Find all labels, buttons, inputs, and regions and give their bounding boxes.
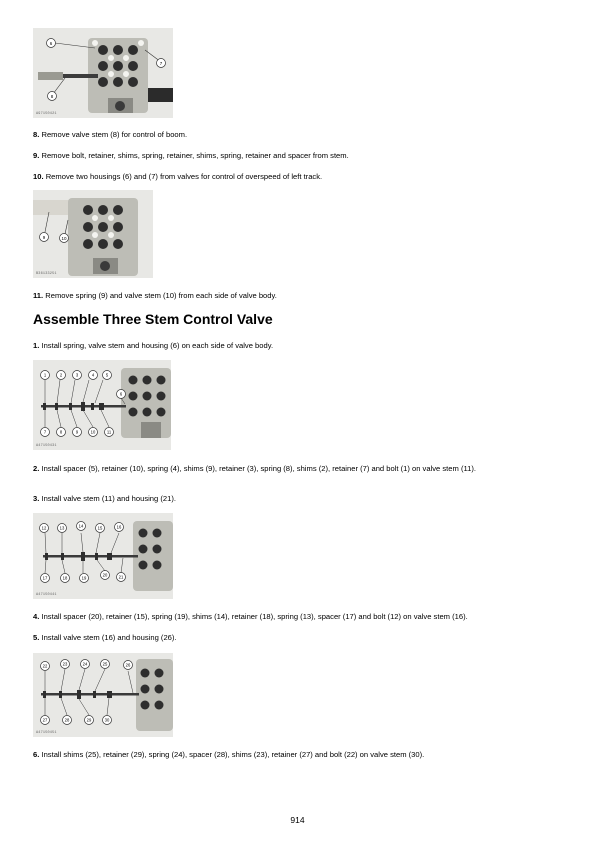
callout-label: 7: [159, 61, 163, 66]
callout-label: 17: [42, 575, 48, 581]
callout-label: 25: [102, 661, 108, 667]
callout-label: 9: [75, 429, 79, 435]
callout-label: 23: [62, 661, 68, 667]
callout-label: 15: [97, 525, 103, 531]
step-9: [33, 151, 561, 161]
step-8: [33, 130, 561, 140]
step-number: 1.: [33, 341, 40, 350]
photo-stem-parts-22-30: [33, 653, 173, 737]
callout-label: 20: [102, 572, 108, 578]
step-number: 6.: [33, 750, 40, 759]
callout-label: 10: [90, 429, 96, 435]
step-text: Install spacer (20), retainer (15), spring (19), shims (14), retainer (18), spring (13), spacer (17) and bolt (12) on valve stem (16).: [41, 612, 468, 621]
callout-label: 6: [119, 391, 123, 397]
step-text: Remove two housings (6) and (7) from valves for control of overspeed of left track.: [45, 172, 323, 181]
photo-stem-parts-12-21: [33, 513, 173, 599]
callout-label: 3: [75, 372, 79, 378]
callout-label: 2: [59, 372, 63, 378]
photo-code: B36133251: [36, 272, 57, 276]
callout-label: 8: [50, 94, 54, 99]
photo-code: A47150451: [36, 731, 57, 735]
step-text: Install spring, valve stem and housing (6) on each side of valve body.: [41, 341, 274, 350]
step-assemble-6: [33, 750, 561, 760]
step-11: [33, 291, 561, 301]
callout-label: 8: [59, 429, 63, 435]
callout-layer: [33, 653, 173, 737]
step-text: Remove valve stem (8) for control of boom.: [41, 130, 188, 139]
step-number: 11.: [33, 291, 44, 300]
callout-label: 27: [42, 717, 48, 723]
step-text: Remove spring (9) and valve stem (10) from each side of valve body.: [45, 291, 277, 300]
callout-layer: [33, 28, 173, 118]
callout-label: 12: [41, 525, 47, 531]
step-assemble-2: [33, 464, 561, 474]
callout-label: 1: [43, 372, 47, 378]
photo-code: A47150441: [36, 593, 57, 597]
callout-label: 26: [125, 662, 131, 668]
step-text: Install shims (25), retainer (29), spring (24), spacer (28), shims (23), retainer (27) and bolt (22) on valve stem (30).: [41, 750, 425, 759]
photo-code: A47150431: [36, 444, 57, 448]
step-10: [33, 172, 561, 182]
callout-layer: [33, 513, 173, 599]
callout-layer: [33, 190, 153, 278]
step-number: 10.: [33, 172, 44, 181]
step-number: 4.: [33, 612, 40, 621]
callout-label: 19: [81, 575, 87, 581]
callout-label: 13: [59, 525, 65, 531]
step-text: Install valve stem (16) and housing (26).: [41, 633, 177, 642]
callout-label: 9: [42, 235, 46, 240]
callout-label: 22: [42, 663, 48, 669]
step-assemble-1: [33, 341, 561, 351]
callout-label: 5: [105, 372, 109, 378]
callout-label: 6: [49, 41, 53, 46]
photo-stem-parts-1-11: [33, 360, 171, 450]
step-number: 8.: [33, 130, 40, 139]
step-text: Install spacer (5), retainer (10), spring (4), shims (9), retainer (3), spring (8), shims (2), retainer (7) and bolt (1) on valve stem (11).: [41, 464, 477, 473]
callout-label: 30: [104, 717, 110, 723]
step-text: Remove bolt, retainer, shims, spring, retainer, shims, spring, retainer and spacer from stem.: [41, 151, 349, 160]
photo-valve-stem-removal: [33, 28, 173, 118]
callout-label: 11: [106, 429, 112, 435]
callout-label: 14: [78, 523, 84, 529]
step-assemble-3: [33, 494, 561, 504]
callout-label: 10: [61, 236, 67, 241]
callout-layer: [33, 360, 171, 450]
callout-label: 21: [118, 574, 124, 580]
callout-label: 24: [82, 661, 88, 667]
callout-label: 28: [64, 717, 70, 723]
callout-label: 29: [86, 717, 92, 723]
step-number: 2.: [33, 464, 40, 473]
section-heading: Assemble Three Stem Control Valve: [33, 311, 273, 327]
step-number: 9.: [33, 151, 40, 160]
callout-label: 18: [62, 575, 68, 581]
step-number: 5.: [33, 633, 40, 642]
callout-label: 7: [43, 429, 47, 435]
photo-code: A97150421: [36, 112, 57, 116]
step-number: 3.: [33, 494, 40, 503]
page-number: 914: [290, 815, 305, 825]
step-assemble-5: [33, 633, 561, 643]
step-assemble-4: [33, 612, 561, 622]
step-text: Install valve stem (11) and housing (21).: [41, 494, 176, 503]
callout-label: 16: [116, 524, 122, 530]
callout-label: 4: [91, 372, 95, 378]
photo-spring-removal: [33, 190, 153, 278]
